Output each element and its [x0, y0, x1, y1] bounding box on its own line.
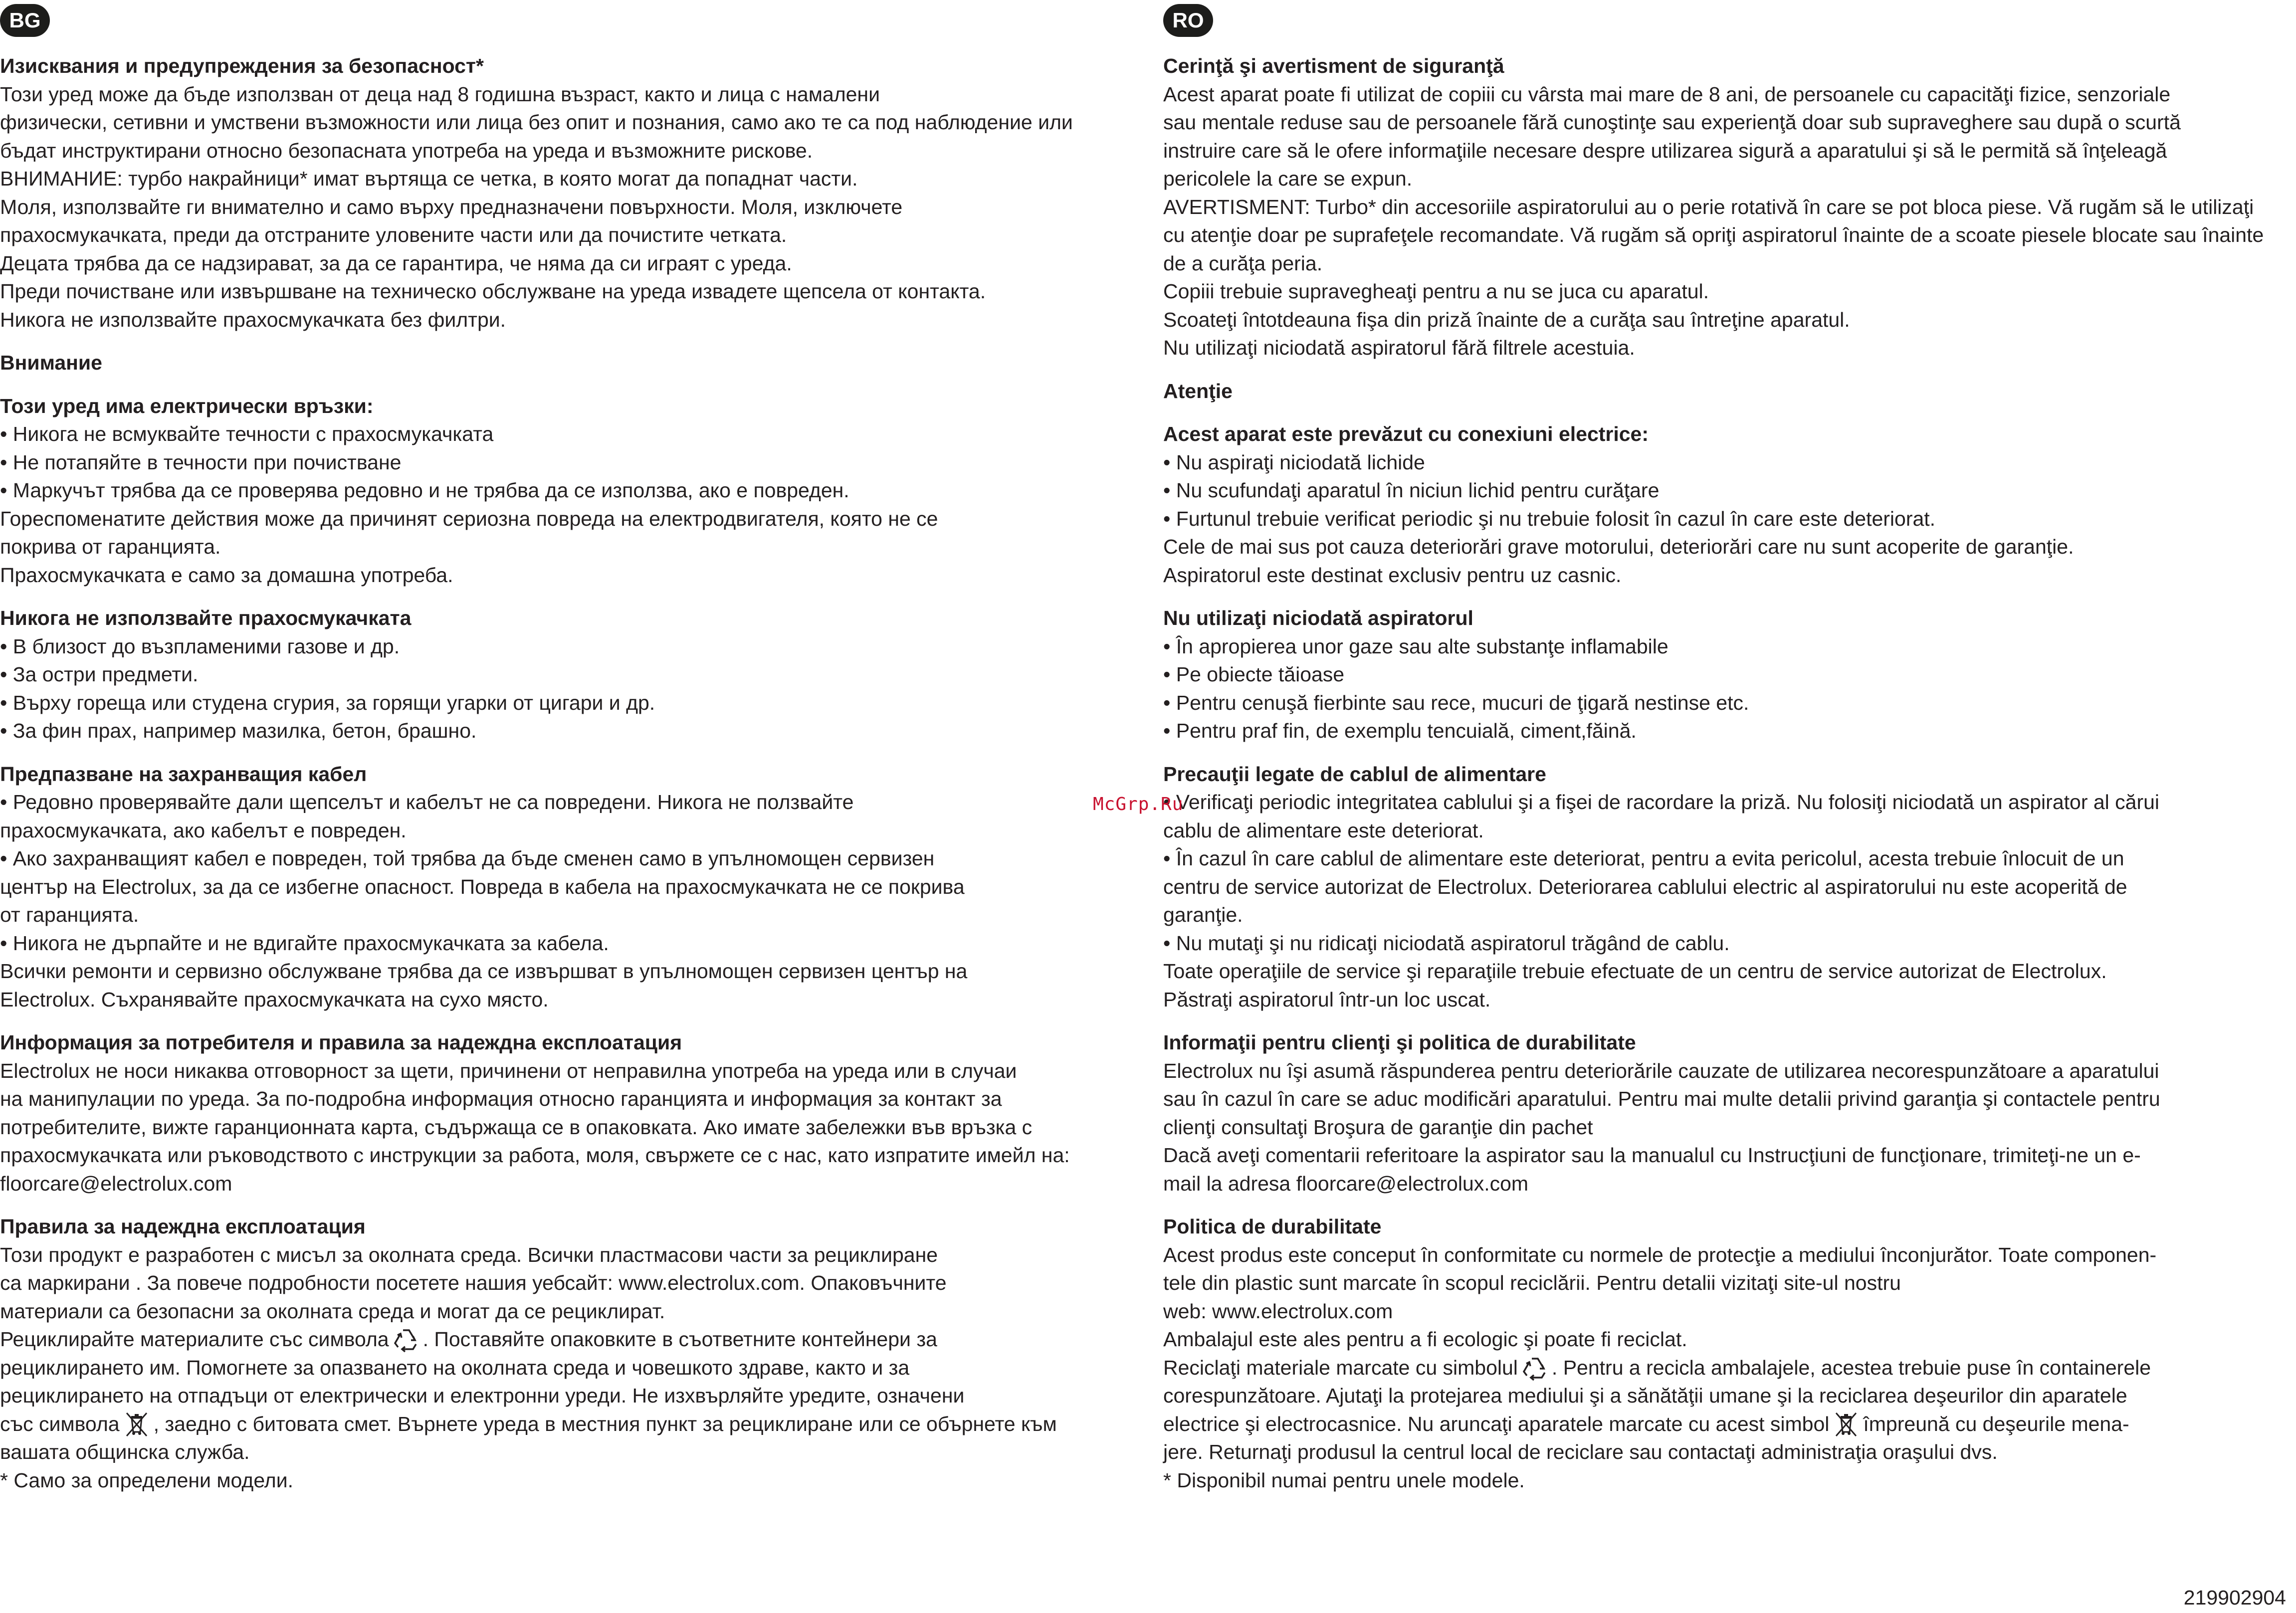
text-line [1163, 1354, 2296, 1382]
text-line: вашата общинска служба. [0, 1440, 250, 1463]
recycle-icon [1521, 1354, 1549, 1382]
text-line: Преди почистване или извършване на техническо обслужване на уреда извадете щепсела от контакта. [0, 280, 986, 303]
text-line: Electrolux. Съхранявайте прахосмукачката на сухо място. [0, 988, 549, 1011]
language-badge-ro: RO [1163, 4, 1213, 37]
watermark: McGrp.Ru [1093, 794, 1184, 814]
text-line: instruire care să le ofere informaţiile necesare despre utilizarea sigură a aparatului şi să le permită să înţeleagă [1163, 139, 2167, 162]
text-line [0, 1325, 1137, 1354]
section-safety [1163, 52, 2296, 362]
text-line: • Nu scufundaţi aparatul în niciun lichid pentru curăţare [1163, 479, 1660, 502]
section-never-use [1163, 604, 2296, 745]
text-line: mail la adresa floorcare@electrolux.com [1163, 1172, 1529, 1195]
text-line: floorcare@electrolux.com [0, 1172, 232, 1195]
section-electrical [1163, 420, 2296, 589]
text-line: • În apropierea unor gaze sau alte substanţe inflamabile [1163, 634, 1669, 658]
text-line: физически, сетивни и умствени възможности или лица без опит и познания, само ако те са под наблюдение или [0, 111, 1073, 134]
text-fragment: electrice şi electrocasnice. Nu aruncaţi aparatele marcate cu acest simbol [1163, 1412, 1830, 1435]
text-line: прахосмукачката, преди да отстраните уловените части или да почистите четката. [0, 223, 787, 246]
text-line: • Nu mutaţi şi nu ridicaţi niciodată aspiratorul trăgând de cablu. [1163, 931, 1730, 955]
text-line: • Маркучът трябва да се проверява редовно и не трябва да се използва, ако е повреден. [0, 479, 849, 502]
text-line: • За остри предмети. [0, 663, 199, 686]
text-line: Toate operaţiile de service şi reparaţiile trebuie efectuate de un centru de service autorizat de Electrolux. [1163, 960, 2107, 983]
section-title: Informaţii pentru clienţi şi politica de durabilitate [1163, 1031, 1636, 1054]
text-line: Electrolux не носи никаква отговорност за щети, причинени от неправилна употреба на уреда или в случаи [0, 1059, 1017, 1082]
section-never-use [0, 604, 1137, 745]
text-line: Прахосмукачката е само за домашна употреба. [0, 563, 453, 587]
text-line: • За фин прах, например мазилка, бетон, брашно. [0, 719, 477, 742]
section-sustainability [0, 1212, 1137, 1494]
text-line: Никога не използвайте прахосмукачката без филтри. [0, 308, 506, 331]
section-consumer-info [1163, 1028, 2296, 1198]
crossed-bin-icon [1832, 1410, 1860, 1438]
section-title: Cerinţă şi avertisment de siguranţă [1163, 54, 1504, 77]
text-line: • В близост до възпламеними газове и др. [0, 634, 400, 658]
text-line: • Pentru cenuşă fierbinte sau rece, mucuri de ţigară nestinse etc. [1163, 691, 1749, 714]
text-line: от гаранцията. [0, 903, 139, 926]
text-line: Copiii trebuie supravegheaţi pentru a nu se juca cu aparatul. [1163, 280, 1709, 303]
text-line: corespunzătoare. Ajutaţi la protejarea mediului şi a sănătăţii umane şi la reciclarea deşeurilor din aparatele [1163, 1384, 2127, 1407]
text-line: Nu utilizaţi niciodată aspiratorul fără filtrele acestuia. [1163, 336, 1635, 359]
text-line: tele din plastic sunt marcate în scopul reciclării. Pentru detalii vizitaţi site-ul nostru [1163, 1271, 1901, 1294]
text-line: • Редовно проверявайте дали щепселът и кабелът не са повредени. Никога не ползвайте [0, 791, 854, 813]
text-line: * Само за определени модели. [0, 1468, 293, 1492]
text-fragment: . Поставяйте опаковките в съответните контейнери за [422, 1328, 937, 1351]
section-consumer-info [0, 1028, 1137, 1198]
text-line: Acest aparat poate fi utilizat de copiii cu vârsta mai mare de 8 ani, de persoanele cu capacităţi fizice, senzoriale [1163, 82, 2171, 106]
text-fragment: със символа [0, 1412, 120, 1435]
text-line: материали са безопасни за околната среда и могат да се рециклират. [0, 1299, 665, 1323]
language-badge-bg: BG [0, 4, 50, 37]
text-line: Всички ремонти и сервизно обслужване трябва да се извършват в упълномощен сервизен център на [0, 960, 968, 983]
text-line [1163, 1410, 2296, 1438]
section-title: Правила за надеждна експлоатация [0, 1215, 366, 1238]
text-line: Този продукт е разработен с мисъл за околната среда. Всички пластмасови части за рециклиране [0, 1243, 938, 1266]
section-title: Precauţii legate de cablul de alimentare [1163, 762, 1546, 786]
text-line: потребителите, вижте гаранционната карта, съдържаща се в опаковката. Ако имате забележки във връзка с [0, 1115, 1033, 1139]
text-line: Моля, използвайте ги внимателно и само върху предназначени повърхности. Моля, изключете [0, 195, 903, 218]
text-line: • Nu aspiraţi niciodată lichide [1163, 450, 1425, 474]
text-line: Scoateţi întotdeauna fişa din priză înainte de a curăţa sau întreţine aparatul. [1163, 308, 1850, 331]
text-line: Păstraţi aspiratorul într-un loc uscat. [1163, 988, 1491, 1011]
text-line: • Verificaţi periodic integritatea cablului şi a fişei de racordare la priză. Nu folosiţi niciodată un aspirator al cărui [1163, 791, 2160, 813]
section-title: Acest aparat este prevăzut cu conexiuni electrice: [1163, 422, 1649, 445]
content-ro [1163, 52, 2296, 1509]
text-line: Electrolux nu îşi asumă răspunderea pentru deteriorările cauzate de utilizarea necorespunzătoare a aparatului [1163, 1059, 2159, 1082]
text-line: прахосмукачката или ръководството с инструкции за работа, моля, свържете се с нас, като изпратите имейл на: [0, 1144, 1070, 1167]
text-line: ВНИМАНИЕ: турбо накрайници* имат въртяща се четка, в която могат да попаднат части. [0, 167, 858, 190]
text-fragment: , заедно с битовата смет. Върнете уреда в местния пункт за рециклиране или се обърнете към [153, 1412, 1057, 1435]
text-line: cablu de alimentare este deteriorat. [1163, 818, 1484, 842]
text-line: Гореспоменатите действия може да причинят сериозна повреда на електродвигателя, която не се [0, 507, 938, 530]
section-cable [1163, 760, 2296, 1014]
text-line: • Furtunul trebuie verificat periodic şi nu trebuie folosit în cazul în care este deteriorat. [1163, 507, 1936, 530]
text-line: AVERTISMENT: Turbo* din accesoriile aspiratorului au o perie rotativă în care se pot bloca piese. Vă rugăm să le utilizaţi [1163, 195, 2254, 218]
text-line: прахосмукачката, ако кабелът е повреден. [0, 818, 407, 842]
text-fragment: împreună cu deşeurile mena- [1863, 1412, 2129, 1435]
crossed-bin-icon [123, 1410, 151, 1438]
text-fragment: Reciclaţi materiale marcate cu simbolul [1163, 1356, 1518, 1379]
section-cable [0, 760, 1137, 1014]
text-line: jere. Returnaţi produsul la centrul local de reciclare sau contactaţi administraţia oraşului dvs. [1163, 1440, 1998, 1463]
section-title: Politica de durabilitate [1163, 1215, 1382, 1238]
text-fragment: Рециклирайте материалите със символа [0, 1328, 389, 1351]
text-line: рециклирането им. Помогнете за опазването на околната среда и човешкото здраве, както и за [0, 1356, 910, 1379]
text-line: • Върху гореща или студена сгурия, за горящи угарки от цигари и др. [0, 691, 655, 714]
text-line: sau în cazul în care se aduc modificări aparatului. Pentru mai multe detalii privind garanţia şi contactele pentru [1163, 1087, 2160, 1110]
section-title: Предпазване на захранващия кабел [0, 762, 367, 786]
text-line: Dacă aveţi comentarii referitoare la aspirator sau la manualul cu Instrucţiuni de funcţionare, trimiteţi-ne un e- [1163, 1144, 2141, 1167]
section-electrical [0, 392, 1137, 590]
text-line: • Ако захранващият кабел е повреден, той трябва да бъде сменен само в упълномощен сервизен [0, 847, 935, 870]
text-line: garanţie. [1163, 903, 1243, 926]
text-line: Този уред може да бъде използван от деца над 8 годишна възраст, както и лица с намалени [0, 82, 880, 106]
content-bg [0, 52, 1137, 1509]
section-attention [0, 349, 1137, 377]
text-line: cu atenţie doar pe suprafeţele recomandate. Vă rugăm să opriţi aspiratorul înainte de a scoate piesele blocate sau înainte [1163, 223, 2264, 246]
text-line: Cele de mai sus pot cauza deteriorări grave motorului, deteriorări care nu sunt acoperite de garanţie. [1163, 535, 2074, 558]
text-line: бъдат инструктирани относно безопасната употреба на уреда и възможните рискове. [0, 139, 813, 162]
text-line: • Pentru praf fin, de exemplu tencuială, ciment,făină. [1163, 719, 1637, 742]
section-sustainability [1163, 1212, 2296, 1494]
text-line: Децата трябва да се надзирават, за да се гарантира, че няма да си играят с уреда. [0, 251, 792, 275]
text-line: • Pe obiecte tăioase [1163, 663, 1345, 686]
section-attention [1163, 377, 2296, 405]
text-line: • Никога не дърпайте и не вдигайте прахосмукачката за кабела. [0, 931, 609, 955]
recycle-icon [392, 1325, 420, 1353]
text-line: покрива от гаранцията. [0, 535, 221, 558]
text-line: • În cazul în care cablul de alimentare este deteriorat, pentru a evita pericolul, acesta trebuie înlocuit de un [1163, 847, 2124, 870]
text-line: centru de service autorizat de Electrolux. Deteriorarea cablului electric al aspiratorului nu este acoperită de [1163, 875, 2127, 898]
text-line: Ambalajul este ales pentru a fi ecologic şi poate fi reciclat. [1163, 1328, 1687, 1351]
section-title: Информация за потребителя и правила за надеждна експлоатация [0, 1031, 682, 1054]
text-line: pericolele la care se expun. [1163, 167, 1413, 190]
text-line: web: www.electrolux.com [1163, 1299, 1393, 1323]
text-line: clienţi consultaţi Broşura de garanţie din pachet [1163, 1115, 1593, 1139]
text-line: център на Electrolux, за да се избегне опасност. Повреда в кабела на прахосмукачката не се покрива [0, 875, 965, 898]
text-line: de a curăţa peria. [1163, 251, 1323, 275]
section-title: Изисквания и предупреждения за безопасност* [0, 54, 484, 77]
text-line: • Никога не всмуквайте течности с прахосмукачката [0, 422, 494, 445]
section-title: Atenţie [1163, 379, 1233, 403]
section-title: Nu utilizaţi niciodată aspiratorul [1163, 606, 1473, 629]
text-line: на манипулации по уреда. За по-подробна информация относно гаранцията и информация за контакт за [0, 1087, 1002, 1110]
text-line: sau mentale reduse sau de persoanele fără cunoştinţe sau experienţă doar sub supraveghere sau după o scurtă [1163, 111, 2181, 134]
section-title: Този уред има електрически връзки: [0, 394, 374, 417]
section-title: Никога не използвайте прахосмукачката [0, 606, 412, 629]
text-line: рециклирането на отпадъци от електрически и електронни уреди. Не изхвърляйте уредите, означени [0, 1384, 965, 1407]
text-fragment: . Pentru a recicla ambalajele, acestea trebuie puse în containerele [1551, 1356, 2151, 1379]
text-line: Aspiratorul este destinat exclusiv pentru uz casnic. [1163, 563, 1622, 587]
section-title: Внимание [0, 351, 102, 374]
text-line: са маркирани . За повече подробности посетете нашия уебсайт: www.electrolux.com. Опаковъчните [0, 1271, 947, 1294]
text-line: * Disponibil numai pentru unele modele. [1163, 1468, 1525, 1492]
section-safety [0, 52, 1137, 334]
text-line: Acest produs este conceput în conformitate cu normele de protecţie a mediului înconjurător. Toate componen- [1163, 1243, 2157, 1266]
document-number: 219902904 [2183, 1586, 2286, 1609]
text-line: • Не потапяйте в течности при почистване [0, 450, 402, 474]
text-line [0, 1410, 1137, 1438]
